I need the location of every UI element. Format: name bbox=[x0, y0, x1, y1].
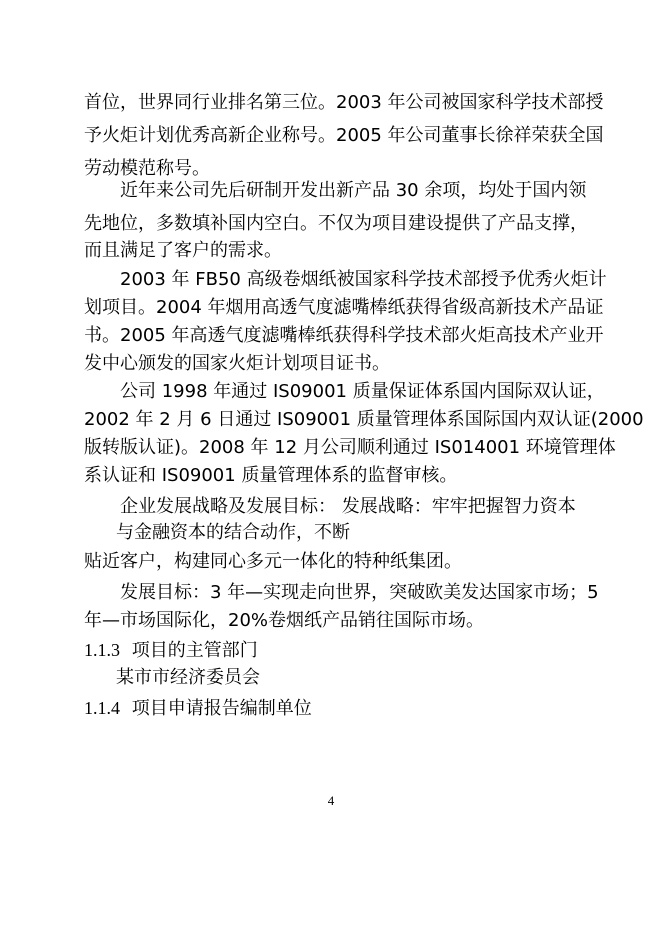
body-text-line: 版转版认证)。2008 年 12 月公司顺利通过 IS014001 环境管理体 bbox=[84, 437, 616, 458]
body-text-line: 书。2005 年高透气度滤嘴棒纸获得科学技术部火炬高技术产业开 bbox=[84, 325, 604, 346]
body-text-line: 予火炬计划优秀高新企业称号。2005 年公司董事长徐祥荣获全国 bbox=[84, 125, 604, 146]
body-text-line: 劳动模范称号。 bbox=[84, 158, 210, 179]
body-text-line: 首位，世界同行业排名第三位。2003 年公司被国家科学技术部授 bbox=[84, 92, 604, 113]
section-heading bbox=[0, 639, 662, 662]
body-text-line: 发展目标：3 年—实现走向世界，突破欧美发达国家市场；5 bbox=[120, 582, 599, 603]
body-text-line: 2003 年 FB50 高级卷烟纸被国家科学技术部授予优秀火炬计 bbox=[120, 269, 607, 290]
body-text-line: 公司 1998 年通过 IS09001 质量保证体系国内国际双认证， bbox=[120, 381, 605, 402]
body-text-line: 企业发展战略及发展目标： 发展战略：牢牢把握智力资本 bbox=[120, 496, 576, 517]
section-content: 某市市经济委员会 bbox=[116, 667, 260, 688]
section-title: 项目的主管部门 bbox=[131, 640, 258, 661]
body-text-line: 与金融资本的结合动作，不断 bbox=[116, 522, 350, 543]
section-title: 项目申请报告编制单位 bbox=[131, 698, 312, 719]
body-text-line: 贴近客户，构建同心多元一体化的特种纸集团。 bbox=[84, 551, 462, 572]
section-number: 1.1.4 bbox=[84, 698, 120, 718]
page-number: 4 bbox=[327, 793, 335, 808]
body-text-line: 年—市场国际化，20%卷烟纸产品销往国际市场。 bbox=[84, 610, 485, 631]
body-text-line: 划项目。2004 年烟用高透气度滤嘴棒纸获得省级高新技术产品证 bbox=[84, 297, 604, 318]
section-number: 1.1.3 bbox=[84, 640, 120, 660]
body-text-line: 先地位，多数填补国内空白。不仅为项目建设提供了产品支撑， bbox=[84, 213, 588, 234]
body-text-line: 系认证和 IS09001 质量管理体系的监督审核。 bbox=[84, 465, 458, 486]
body-text-line: 近年来公司先后研制开发出新产品 30 余项，均处于国内领 bbox=[120, 180, 587, 201]
body-text-line: 而且满足了客户的需求。 bbox=[84, 240, 282, 261]
body-text-line: 2002 年 2 月 6 日通过 IS09001 质量管理体系国际国内双认证(2000 bbox=[84, 409, 644, 430]
body-text-line: 发中心颁发的国家火炬计划项目证书。 bbox=[84, 353, 390, 374]
section-heading bbox=[0, 697, 662, 720]
